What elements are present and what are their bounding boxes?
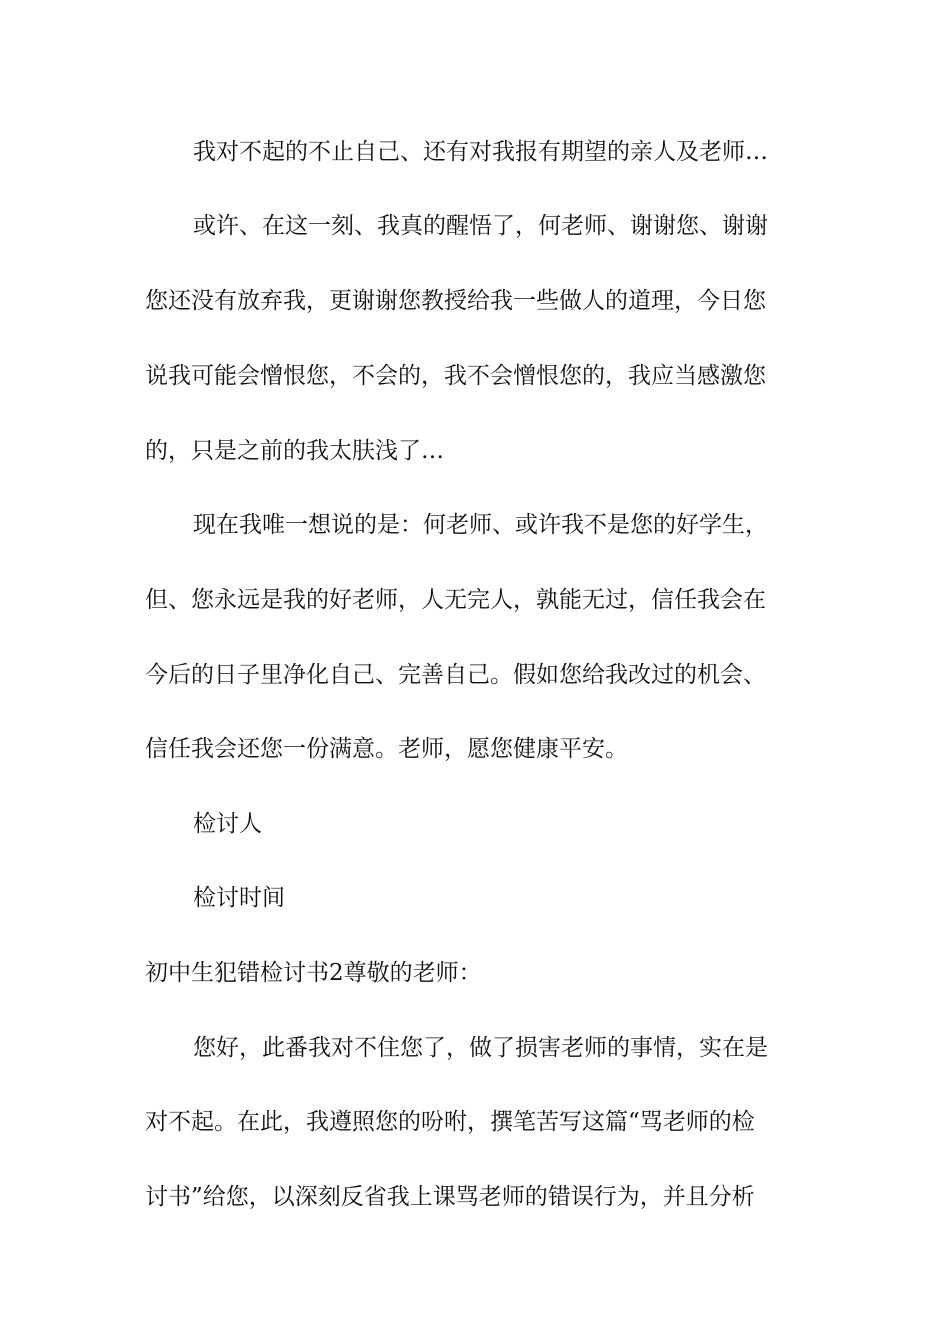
text-line-3: 您还没有放弃我，更谢谢您教授给我一些做人的道理，今日您 bbox=[145, 288, 766, 314]
text-line-9: 信任我会还您一份满意。老师，愿您健康平安。 bbox=[145, 736, 628, 762]
text-line-14: 对不起。在此，我遵照您的吩咐，撰笔苦写这篇“骂老师的检 bbox=[145, 1109, 755, 1135]
text-line-2: 或许、在这一刻、我真的醒悟了，何老师、谢谢您、谢谢 bbox=[193, 213, 768, 239]
text-line-13: 您好，此番我对不住您了，做了损害老师的事情，实在是 bbox=[193, 1035, 768, 1061]
signature-label: 检讨人 bbox=[193, 811, 262, 837]
text-line-7: 但、您永远是我的好老师，人无完人，孰能无过，信任我会在 bbox=[145, 587, 766, 613]
date-label: 检讨时间 bbox=[193, 885, 285, 911]
text-line-1: 我对不起的不止自己、还有对我报有期望的亲人及老师… bbox=[193, 139, 768, 165]
text-line-6: 现在我唯一想说的是：何老师、或许我不是您的好学生， bbox=[193, 512, 768, 538]
text-line-4: 说我可能会憎恨您，不会的，我不会憎恨您的，我应当感激您 bbox=[145, 363, 766, 389]
section-heading: 初中生犯错检讨书2尊敬的老师： bbox=[145, 960, 482, 986]
text-line-15: 讨书”给您，以深刻反省我上课骂老师的错误行为，并且分析 bbox=[145, 1184, 755, 1210]
text-line-8: 今后的日子里净化自己、完善自己。假如您给我改过的机会、 bbox=[145, 662, 766, 688]
text-line-5: 的，只是之前的我太肤浅了… bbox=[145, 438, 444, 464]
